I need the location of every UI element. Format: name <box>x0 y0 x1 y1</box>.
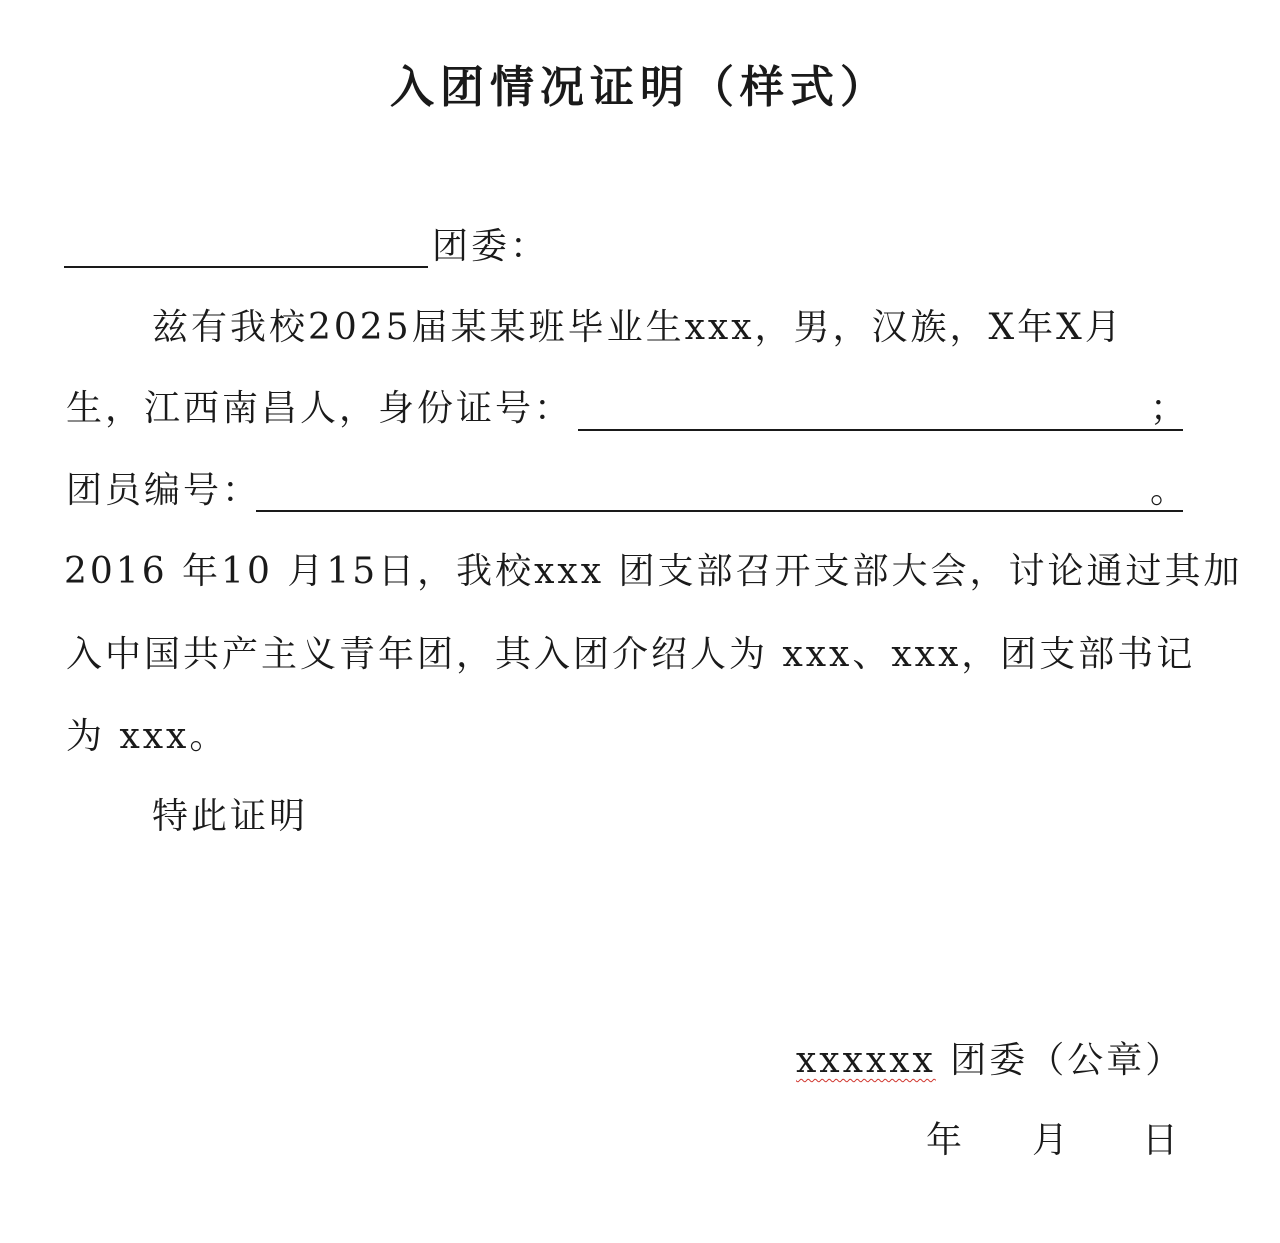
para1-line2-end: ； <box>1150 388 1190 429</box>
addressee-suffix: 团委： <box>432 226 550 267</box>
para1-line6: 为 xxx。 <box>66 716 229 757</box>
signature-org-name: xxxxxx <box>796 1040 936 1081</box>
document-title: 入团情况证明（样式） <box>390 62 890 113</box>
date-day: 日 <box>1142 1120 1182 1161</box>
para1-line4: 2016 年10 月15日，我校xxx 团支部召开支部大会，讨论通过其加 <box>64 551 1243 592</box>
para1-line1: 兹有我校2025届某某班毕业生xxx，男，汉族，X年X月 <box>152 307 1124 348</box>
closing-text: 特此证明 <box>152 796 309 837</box>
signature-org <box>796 1036 1184 1086</box>
para1-line5: 入中国共产主义青年团，其入团介绍人为 xxx、xxx，团支部书记 <box>66 634 1196 675</box>
signature-org-suffix: 团委（公章） <box>935 1040 1185 1081</box>
date-month: 月 <box>1032 1120 1072 1161</box>
para1-line3-end: 。 <box>1150 470 1190 511</box>
para1-line3-prefix: 团员编号： <box>66 470 262 511</box>
para1-line2-prefix: 生，江西南昌人，身份证号： <box>66 388 574 429</box>
date-year: 年 <box>926 1120 966 1161</box>
addressee-blank <box>64 266 428 268</box>
member-number-blank <box>256 510 1183 512</box>
id-number-blank <box>578 429 1183 431</box>
